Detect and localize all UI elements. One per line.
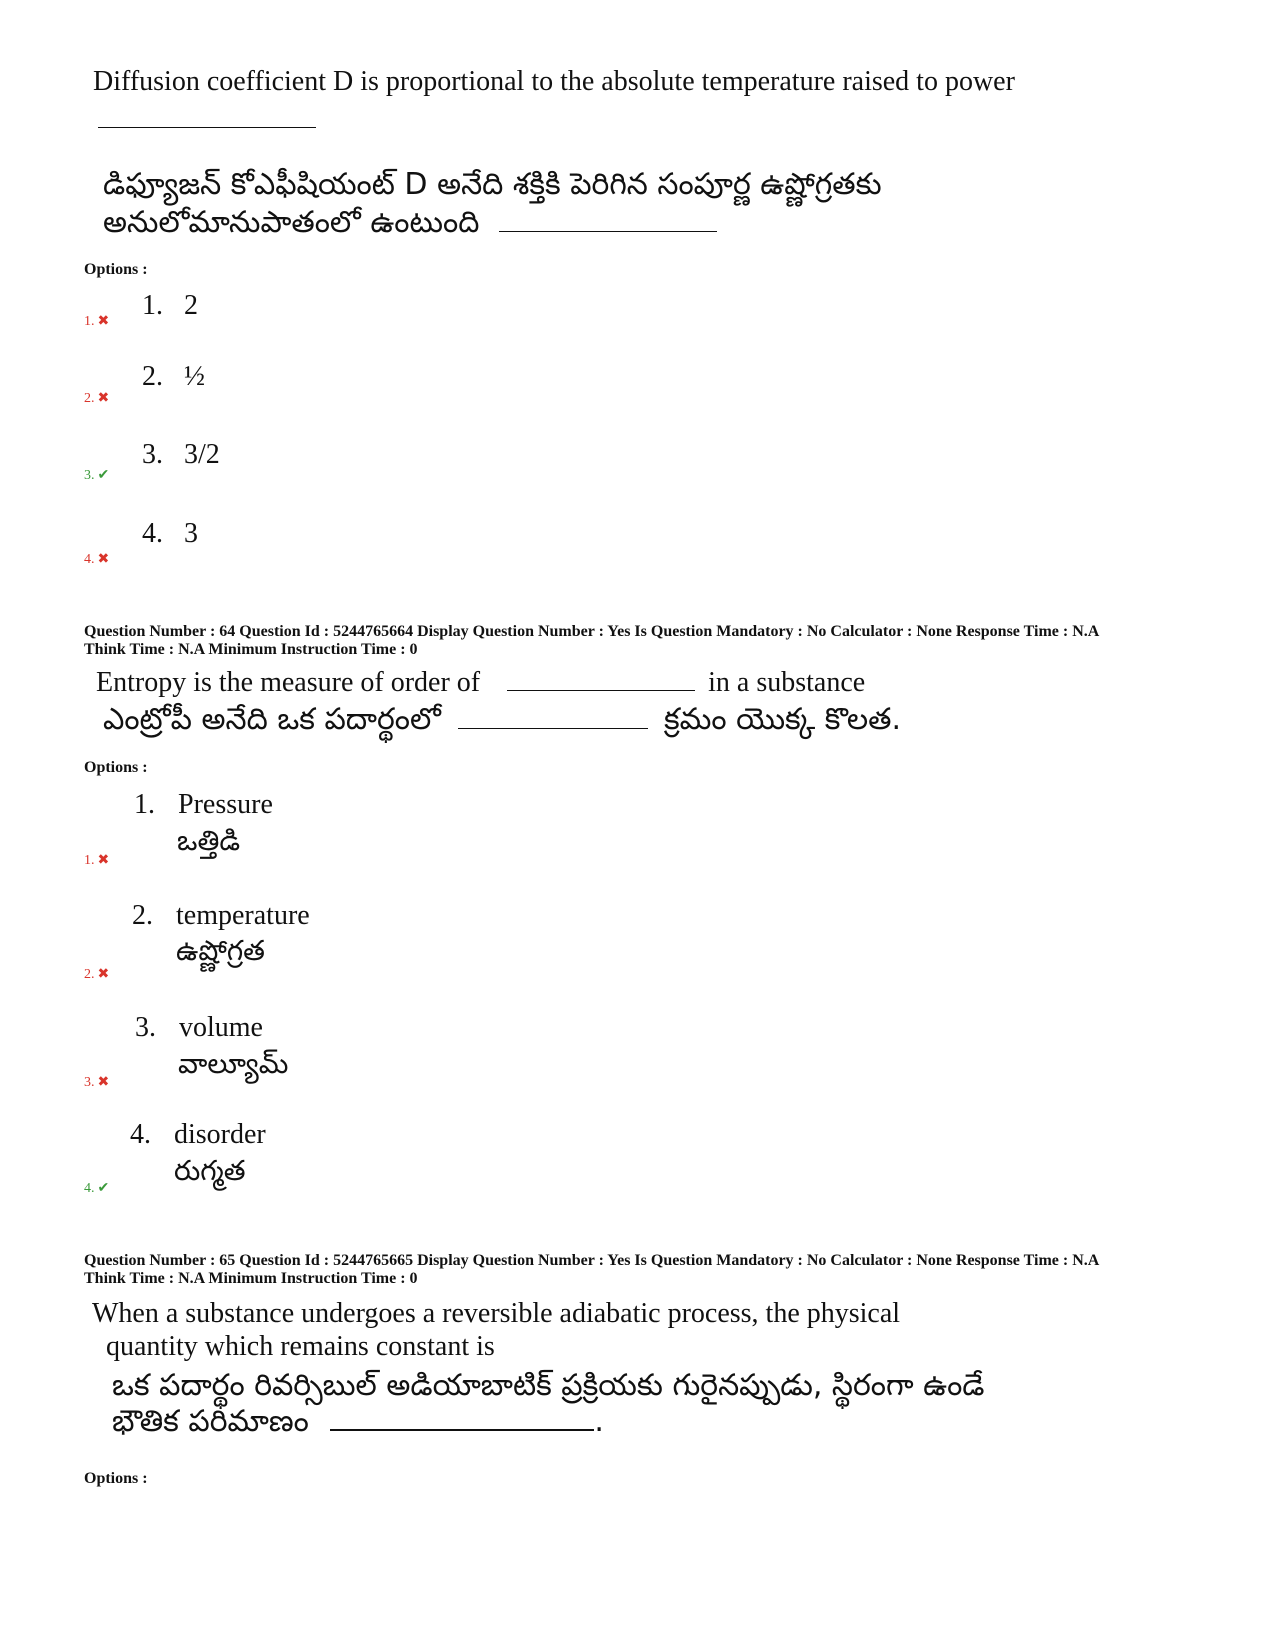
checkmark-icon: ✔ xyxy=(97,468,110,483)
option-value: ½ xyxy=(184,361,205,392)
option-value-te: ఒత్తిడి xyxy=(177,824,241,857)
option-number: 1. xyxy=(142,290,163,321)
option-number: 1. xyxy=(134,789,155,820)
question-text-en xyxy=(96,667,865,699)
question-text-te xyxy=(103,703,901,737)
question-text-part: క్రమం యొక్క కొలత. xyxy=(663,702,902,737)
option-item xyxy=(135,1012,263,1044)
question-meta-line2: Think Time : N.A Minimum Instruction Time : 0 xyxy=(84,641,418,658)
question-text-te-part: అనులోమానుపాతంలో ఉంటుంది xyxy=(103,205,480,240)
question-text-part: ఎంట్రోపీ అనేది ఒక పదార్థంలో xyxy=(103,702,441,737)
option-status-marker xyxy=(84,1181,109,1197)
wrong-icon: ✖ xyxy=(97,314,110,329)
option-status-marker xyxy=(84,967,109,983)
question-text-part: . xyxy=(594,1404,604,1439)
checkmark-icon: ✔ xyxy=(97,1181,110,1196)
option-value: temperature xyxy=(176,900,310,931)
wrong-icon: ✖ xyxy=(97,853,110,868)
option-value: volume xyxy=(179,1012,263,1043)
question-text-part: Entropy is the measure of order of xyxy=(96,667,481,698)
option-status-marker xyxy=(84,468,109,484)
option-value: Pressure xyxy=(178,789,273,820)
question-text-en: Diffusion coefficient D is proportional to the absolute temperature raised to power xyxy=(93,66,1015,97)
options-label: Options : xyxy=(84,1470,148,1487)
option-value-te: వాల్యూమ్ xyxy=(178,1047,289,1080)
question-text-en-line1: When a substance undergoes a reversible adiabatic process, the physical xyxy=(92,1298,901,1329)
option-status-marker xyxy=(84,552,109,568)
question-text-te-line1: డిఫ్యూజన్ కోఎఫీషియంట్ D అనేది శక్తికి పెరిగిన సంపూర్ణ ఉష్ణోగ్రతకు xyxy=(103,167,882,202)
option-value-te: రుగ్మత xyxy=(174,1154,246,1187)
answer-blank xyxy=(507,689,695,691)
option-value: 2 xyxy=(184,290,198,321)
question-text-en-line2: quantity which remains constant is xyxy=(106,1331,495,1362)
option-item xyxy=(142,290,198,322)
option-marker-number: 4. xyxy=(84,1181,95,1196)
option-number: 4. xyxy=(142,518,163,549)
question-meta-line2: Think Time : N.A Minimum Instruction Time : 0 xyxy=(84,1270,418,1287)
option-number: 3. xyxy=(135,1012,156,1043)
question-text-te-line1: ఒక పదార్థం రివర్సిబుల్ అడియాబాటిక్ ప్రక్రియకు గురైనప్పుడు, స్థిరంగా ఉండే xyxy=(112,1368,985,1403)
option-marker-number: 2. xyxy=(84,967,95,982)
question-text-part: in a substance xyxy=(708,667,866,698)
options-label: Options : xyxy=(84,759,148,776)
question-text-te-line2 xyxy=(112,1405,604,1439)
option-marker-number: 4. xyxy=(84,552,95,567)
options-label: Options : xyxy=(84,261,148,278)
option-value: 3 xyxy=(184,518,198,549)
question-meta-line1: Question Number : 64 Question Id : 5244765664 Display Question Number : Yes Is Question Mandatory : No Calculator : None Response Time : N.A xyxy=(84,623,1100,640)
option-status-marker xyxy=(84,853,109,869)
option-item xyxy=(132,900,310,932)
option-item xyxy=(142,518,198,550)
option-marker-number: 3. xyxy=(84,1075,95,1090)
option-item xyxy=(142,361,205,393)
option-marker-number: 3. xyxy=(84,468,95,483)
option-number: 4. xyxy=(130,1119,151,1150)
option-number: 2. xyxy=(142,361,163,392)
wrong-icon: ✖ xyxy=(97,552,110,567)
answer-blank xyxy=(330,1428,594,1431)
option-marker-number: 1. xyxy=(84,853,95,868)
option-value: 3/2 xyxy=(184,439,220,470)
question-text-part: భౌతిక పరిమాణం xyxy=(112,1404,309,1439)
wrong-icon: ✖ xyxy=(97,967,110,982)
option-item xyxy=(130,1119,266,1151)
option-marker-number: 1. xyxy=(84,314,95,329)
answer-blank xyxy=(98,127,316,128)
option-value-te: ఉష్ణోగ్రత xyxy=(176,934,265,967)
wrong-icon: ✖ xyxy=(97,1075,110,1090)
option-status-marker xyxy=(84,1075,109,1091)
option-status-marker xyxy=(84,314,109,330)
question-meta-line1: Question Number : 65 Question Id : 5244765665 Display Question Number : Yes Is Question Mandatory : No Calculator : None Response Time : N.A xyxy=(84,1252,1100,1269)
option-item xyxy=(134,789,273,821)
option-status-marker xyxy=(84,391,109,407)
option-marker-number: 2. xyxy=(84,391,95,406)
option-number: 2. xyxy=(132,900,153,931)
option-value: disorder xyxy=(174,1119,266,1150)
question-text-te-line2 xyxy=(103,206,717,240)
answer-blank xyxy=(499,230,717,232)
option-item xyxy=(142,439,220,471)
option-number: 3. xyxy=(142,439,163,470)
wrong-icon: ✖ xyxy=(97,391,110,406)
answer-blank xyxy=(458,727,648,729)
